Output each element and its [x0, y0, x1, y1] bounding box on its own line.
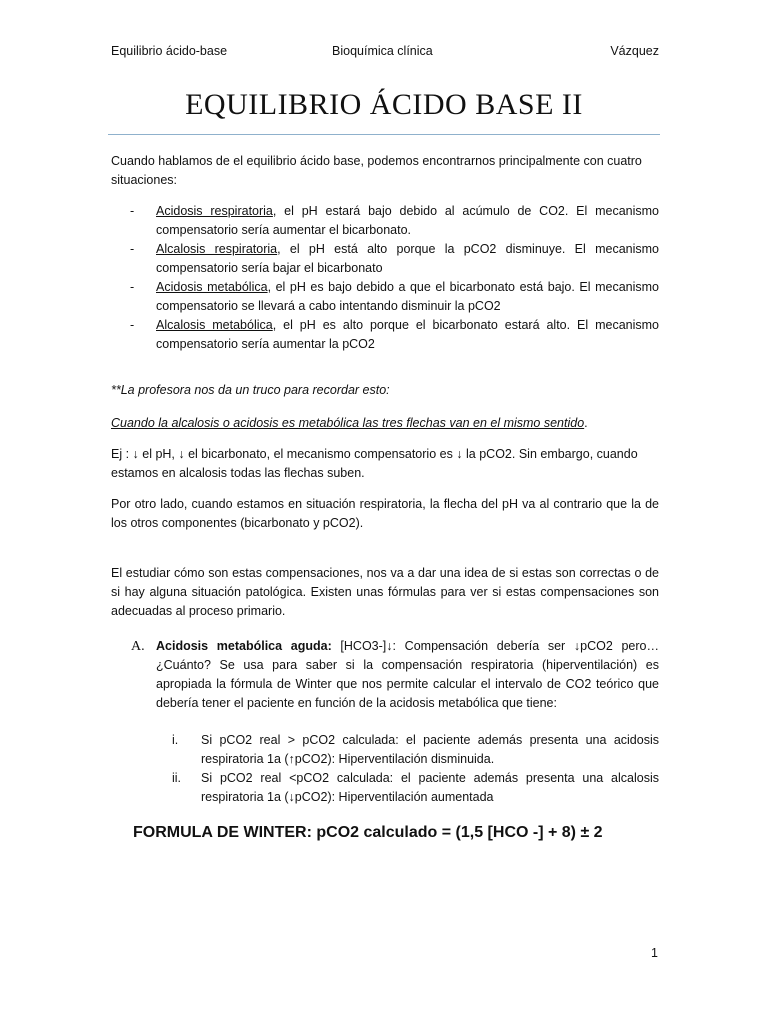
- title-divider: [108, 134, 660, 135]
- example-paragraph: Ej : ↓ el pH, ↓ el bicarbonato, el mecanismo compensatorio es ↓ la pCO2. Sin embargo, cuando estamos en alcalosis todas las flechas suben.: [111, 447, 638, 480]
- item-a-marker: A.: [131, 639, 145, 654]
- list-item: [172, 731, 659, 769]
- respiratory-paragraph: Por otro lado, cuando estamos en situación respiratoria, la flecha del pH va al contrario que la de los otros componentes (bicarbonato y pCO2).: [111, 497, 659, 530]
- page-header: [111, 44, 659, 60]
- list-dash: -: [130, 318, 135, 332]
- item-a-heading: Acidosis metabólica aguda:: [156, 639, 332, 653]
- rule-end: .: [584, 416, 588, 430]
- document-title: EQUILIBRIO ÁCIDO BASE II: [185, 88, 583, 121]
- situation-term: Alcalosis respiratoria: [156, 242, 278, 256]
- situation-term: Alcalosis metabólica: [156, 318, 273, 332]
- rule-paragraph: [111, 414, 659, 433]
- list-dash: -: [130, 204, 135, 218]
- header-author: Vázquez: [610, 44, 659, 58]
- list-item: [111, 240, 659, 278]
- case-text: Si pCO2 real > pCO2 calculada: el paciente además presenta una acidosis respiratoria 1a (↑pCO2): Hiperventilación disminuida.: [201, 733, 659, 766]
- situation-description: , el pH está alto porque la pCO2 disminuye. El mecanismo compensatorio sería bajar el bicarbonato: [156, 242, 659, 275]
- list-item: [111, 202, 659, 240]
- list-item: [111, 278, 659, 316]
- situation-description: , el pH es alto porque el bicarbonato estará alto. El mecanismo compensatorio sería aumentar la pCO2: [156, 318, 659, 351]
- winter-formula: FORMULA DE WINTER: pCO2 calculado = (1,5 [HCO -] + 8) ± 2: [133, 824, 603, 841]
- list-item: [111, 316, 659, 354]
- rule-text: Cuando la alcalosis o acidosis es metabólica las tres flechas van en el mismo sentido: [111, 416, 585, 430]
- tip-paragraph: **La profesora nos da un truco para recordar esto:: [111, 383, 390, 397]
- case-number: i.: [172, 733, 179, 747]
- situation-description: , el pH estará bajo debido al acúmulo de CO2. El mecanismo compensatorio sería aumentar el bicarbonato.: [156, 204, 660, 237]
- case-number: ii.: [172, 771, 182, 785]
- header-course: Bioquímica clínica: [332, 44, 433, 58]
- cases-list: [172, 731, 659, 807]
- header-subject: Equilibrio ácido-base: [111, 44, 228, 58]
- case-text: Si pCO2 real <pCO2 calculada: el paciente además presenta una alcalosis respiratoria 1a (↓pCO2): Hiperventilación aumentada: [201, 771, 659, 804]
- list-dash: -: [130, 280, 135, 294]
- item-a-text: [HCO3-]↓: Compensación debería ser ↓pCO2 pero… ¿Cuánto? Se usa para saber si la compensación respiratoria (hiperventilación) es apropiada la fórmula de Winter que nos permite calcular el intervalo de CO2 teórico que debería tener el paciente en función de la acidosis metabólica que tiene:: [156, 639, 659, 710]
- situation-term: Acidosis respiratoria: [156, 204, 273, 218]
- list-item: [172, 769, 659, 807]
- list-dash: -: [130, 242, 135, 256]
- intro-paragraph: Cuando hablamos de el equilibrio ácido base, podemos encontrarnos principalmente con cuatro situaciones:: [111, 154, 642, 187]
- page-number: 1: [651, 946, 658, 960]
- situation-term: Acidosis metabólica: [156, 280, 268, 294]
- compensation-paragraph: El estudiar cómo son estas compensaciones, nos va a dar una idea de si estas son correctas o de si hay alguna situación patológica. Existen unas fórmulas para ver si estas compensaciones son adecuadas al proceso primario.: [111, 566, 659, 618]
- situations-list: [111, 202, 659, 354]
- situation-description: , el pH es bajo debido a que el bicarbonato está bajo. El mecanismo compensatorio se llevará a cabo intentando disminuir la pCO2: [156, 280, 659, 313]
- item-a: [131, 637, 659, 713]
